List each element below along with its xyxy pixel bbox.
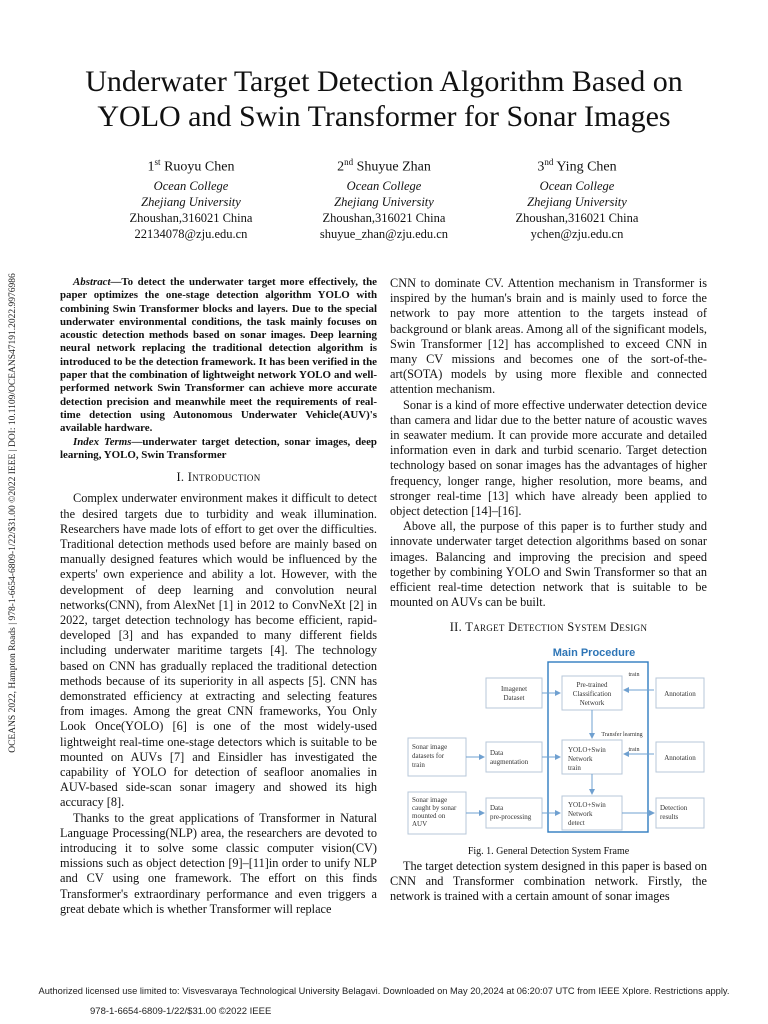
author-dept: Ocean College bbox=[153, 178, 229, 193]
svg-text:train: train bbox=[412, 760, 425, 769]
isbn-footer: 978-1-6654-6809-1/22/$31.00 ©2022 IEEE bbox=[90, 1006, 272, 1017]
author-dept: Ocean College bbox=[539, 178, 615, 193]
author-name: Shuyue Zhan bbox=[353, 159, 431, 175]
index-terms bbox=[60, 436, 377, 463]
sidebar-text: OCEANS 2022, Hampton Roads | 978-1-6654-6809-1/22/$31.00 ©2022 IEEE | DOI: 10.1109/OCEANS47191.2022.9976986 bbox=[8, 273, 18, 753]
svg-text:Sonar image: Sonar image bbox=[412, 742, 448, 751]
imagenet-dataset-box bbox=[486, 678, 542, 708]
author-block-2: 2nd Shuyue Zhan Ocean College Zhejiang University Zhoushan,316021 China shuyue_zhan@zju.edu.cn bbox=[289, 154, 479, 242]
author-email: shuyue_zhan@zju.edu.cn bbox=[319, 226, 449, 241]
svg-text:detect: detect bbox=[568, 818, 585, 827]
paragraph: The target detection system designed in this paper is based on CNN and Transformer combination network. Firstly, the network is trained with a certain amount of sonar images bbox=[390, 858, 707, 904]
svg-text:Annotation: Annotation bbox=[664, 753, 696, 762]
author-email: ychen@zju.edu.cn bbox=[530, 226, 624, 241]
index-terms-label: Index Terms bbox=[73, 435, 132, 448]
svg-text:Transfer learning: Transfer learning bbox=[601, 731, 643, 738]
paragraph: Complex underwater environment makes it difficult to detect the desired targets due to turbidity and weak illumination. Researchers have made lots of effort to get over the difficulties. Traditional detection methods used before are mainly based on manually designed features which would be influenced by the experts' own experience and ability a lot. However, with the development of deep learning and convolution neural networks(CNN), from AlexNet [1] in 2012 to ConvNeXt [2] in 2022, target detection technology has become efficient, rapid-developed [3] and has expanded to many different fields including underwater maritime targets [4]. The technology based on CNN has gradually replaced the traditional detection methods because of its superiority in all aspects [5]. CNN has demonstrated efficiency at extracting and selecting features from images. Among the great CNN frameworks, You Only Look Once(YOLO) [6] is one of the most widely-used lightweight real-time one-stage detectors which is suitable to be mounted on AUVs [7] and Einsidler has investigated the capability of YOLO for detection of seafloor anomalies in AUV-based side-scan sonar imagery and showed its high accuracy [8]. bbox=[60, 491, 377, 810]
license-footer: Authorized licensed use limited to: Visvesvaraya Technological University Belagavi. Downloaded on May 20,2024 at 06:20:07 UTC from IEEE Xplore. Restrictions apply. bbox=[38, 986, 730, 996]
svg-text:caught by sonar: caught by sonar bbox=[412, 803, 457, 812]
author-address: Zhoushan,316021 China bbox=[515, 210, 639, 225]
svg-text:Detection: Detection bbox=[660, 803, 688, 812]
index-terms-text: —underwater target detection, sonar images, deep learning, YOLO, Swin Transformer bbox=[60, 435, 377, 461]
svg-text:mounted on: mounted on bbox=[412, 811, 446, 820]
abstract-label: Abstract bbox=[73, 276, 111, 288]
paragraph: Thanks to the great applications of Transformer in Natural Language Processing(NLP) area, the researchers are devoted to introducing it to solve some classic computer vision(CV) missions such as object detection [9]–[11]in order to unify NLP and CV using one framework. The effort on this finds Transformer's extraordinary performance and even triggers a great debate which is whether Transformer will replace bbox=[60, 810, 377, 916]
svg-text:Network: Network bbox=[568, 754, 593, 763]
svg-text:train: train bbox=[628, 671, 640, 678]
svg-text:AUV: AUV bbox=[412, 819, 428, 828]
left-column bbox=[60, 276, 377, 917]
svg-text:YOLO+Swin: YOLO+Swin bbox=[568, 800, 606, 809]
section-heading-system-design: II. Target Detection System Design bbox=[449, 620, 648, 635]
author-block-1: 1st Ruoyu Chen Ocean College Zhejiang University Zhoushan,316021 China 22134078@zju.edu.cn bbox=[96, 154, 286, 242]
svg-text:Imagenet: Imagenet bbox=[500, 684, 528, 693]
svg-text:train: train bbox=[568, 763, 581, 772]
svg-text:results: results bbox=[660, 812, 679, 821]
paragraph: Sonar is a kind of more effective underwater detection device than camera and lidar due to the better nature of acoustic waves in seawater medium. It can provide more accurate and detailed information even in dark and turbid scenario. Target detection technology based on sonar images has the advantages of higher frequency, longer range, higher resolution, more beams, and stronger real-time [13] which have already been applied to object detection [14]–[16]. bbox=[390, 397, 707, 519]
svg-text:Dataset: Dataset bbox=[503, 693, 525, 702]
author-email: 22134078@zju.edu.cn bbox=[134, 226, 248, 241]
conference-sidebar bbox=[6, 248, 20, 778]
author-block-3: 3nd Ying Chen Ocean College Zhejiang University Zhoushan,316021 China ychen@zju.edu.cn bbox=[482, 154, 672, 242]
flow-diagram bbox=[390, 642, 707, 842]
author-dept: Ocean College bbox=[346, 178, 422, 193]
svg-text:train: train bbox=[628, 746, 640, 753]
abstract bbox=[60, 276, 377, 436]
diagram-title: Main Procedure bbox=[552, 646, 636, 659]
svg-text:Network: Network bbox=[579, 698, 605, 707]
figure-caption: Fig. 1. General Detection System Frame bbox=[467, 845, 630, 857]
author-address: Zhoushan,316021 China bbox=[129, 210, 253, 225]
paper-title bbox=[40, 64, 728, 134]
author-univ: Zhejiang University bbox=[334, 194, 434, 209]
section-heading-introduction: I. Introduction bbox=[176, 470, 261, 485]
svg-text:Pre-trained: Pre-trained bbox=[576, 680, 608, 689]
figure-main-procedure bbox=[390, 642, 707, 842]
author-address: Zhoushan,316021 China bbox=[322, 210, 446, 225]
svg-text:datasets for: datasets for bbox=[412, 751, 445, 760]
svg-text:Classification: Classification bbox=[572, 689, 612, 698]
paragraph: CNN to dominate CV. Attention mechanism in Transformer is inspired by the human's brain and is mainly used to force the network to pay more attention to the targets instead of background or blank areas. Among all of the significant models, Swin Transformer [12] has accomplished to exceed CNN in many CV missions and becomes one of the sort-of-the-art(SOTA) models by using more flexible and connected attention mechanism. bbox=[390, 276, 707, 397]
svg-text:Sonar image: Sonar image bbox=[412, 795, 448, 804]
svg-text:pre-processing: pre-processing bbox=[490, 812, 532, 821]
svg-text:Data: Data bbox=[490, 803, 504, 812]
right-column bbox=[390, 276, 707, 904]
paragraph: Above all, the purpose of this paper is to further study and innovate underwater target detection algorithms based on sonar images. Balancing and improving the precision and speed together by combining YOLO and Swin Transformer so that an efficient real-time detection network that is suitable to be mounted on AUVs can be built. bbox=[390, 519, 707, 610]
abstract-text: —To detect the underwater target more effectively, the paper optimizes the one-stage detection algorithm YOLO with combining Swin Transformer blocks and layers. Due to the special underwater environmental conditions, the task mainly focuses on acoustic detection methods based on sonar images. Deep learning neural network replacing the traditional detection algorithm is introduced to be the detection framework. It has been verified in the paper that the combination of lightweight network YOLO and well-performed network Swin Transformer can achieve more accurate detection precision and meanwhile meet the requirements of real-time detection using Autonomous Underwater Vehicle(AUV)'s available hardware. bbox=[60, 276, 377, 435]
svg-text:Data: Data bbox=[490, 748, 504, 757]
author-univ: Zhejiang University bbox=[527, 194, 627, 209]
data-augmentation-box bbox=[486, 742, 542, 772]
svg-text:augmentation: augmentation bbox=[490, 757, 529, 766]
svg-text:Network: Network bbox=[568, 809, 593, 818]
title-line-1: Underwater Target Detection Algorithm Based on bbox=[85, 65, 683, 98]
author-name: Ruoyu Chen bbox=[160, 159, 235, 175]
svg-text:Annotation: Annotation bbox=[664, 689, 696, 698]
author-univ: Zhejiang University bbox=[141, 194, 241, 209]
svg-text:YOLO+Swin: YOLO+Swin bbox=[568, 745, 606, 754]
title-line-2: YOLO and Swin Transformer for Sonar Images bbox=[97, 100, 671, 133]
author-name: Ying Chen bbox=[553, 159, 617, 175]
